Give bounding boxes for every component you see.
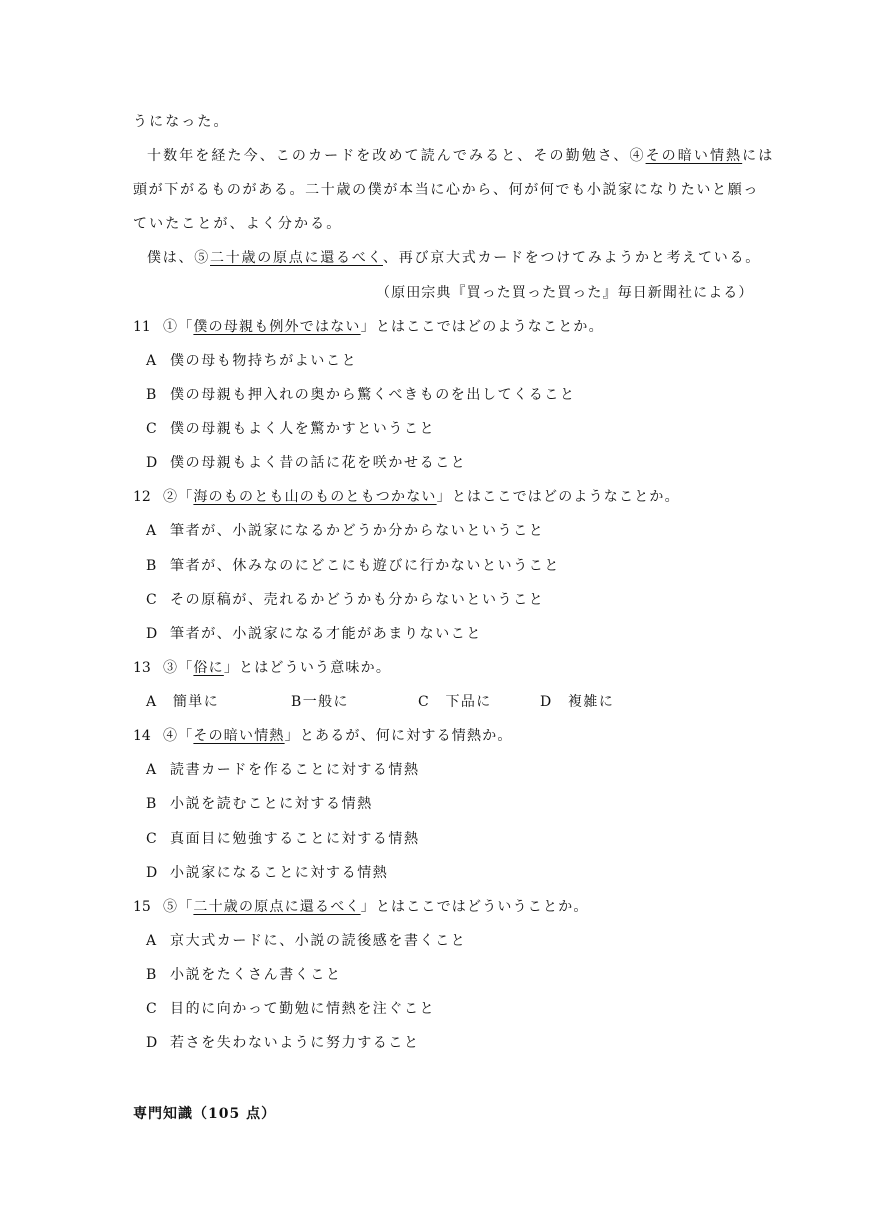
question-13	[133, 659, 391, 677]
option-letter: B	[146, 558, 157, 574]
passage-line-4: ていたことが、よく分かる。	[133, 216, 343, 232]
option-letter: B	[146, 967, 157, 983]
option-12-b	[146, 557, 560, 575]
option-14-d	[146, 864, 388, 882]
option-11-a	[146, 352, 357, 370]
question-text: とはここではどういうことか。	[375, 899, 589, 915]
option-letter: D	[146, 455, 158, 471]
option-letter: A	[146, 523, 157, 539]
bracket-close: 」	[360, 899, 376, 915]
passage-line-5	[147, 249, 761, 267]
section-heading: 専門知識（105 点）	[133, 1106, 277, 1122]
question-quote: 二十歳の原点に還るべく	[193, 899, 361, 915]
option-15-b	[146, 966, 342, 984]
option-text: 僕の母親も押入れの奥から驚くべきものを出してくること	[170, 387, 576, 403]
bracket-close: 」	[284, 728, 300, 744]
question-14	[133, 727, 513, 745]
option-12-c	[146, 591, 544, 609]
option-text: 真面目に勉強することに対する情熱	[170, 831, 420, 847]
option-text: 筆者が、小説家になるかどうか分からないということ	[170, 523, 545, 539]
option-13-d: D 複雑に	[540, 694, 615, 710]
circled-number: ②	[163, 489, 179, 505]
option-15-a	[146, 932, 466, 950]
question-quote: その暗い情熱	[193, 728, 285, 744]
option-13-c: C 下品に	[418, 694, 492, 710]
passage-line-1: うになった。	[133, 114, 230, 130]
option-letter: D	[146, 1035, 158, 1051]
bracket-open: 「	[178, 489, 194, 505]
option-letter: C	[146, 831, 157, 847]
option-text: 筆者が、休みなのにどこにも遊びに行かないということ	[170, 558, 560, 574]
option-text: 僕の母親もよく人を驚かすということ	[170, 421, 436, 437]
option-11-c	[146, 420, 435, 438]
option-letter: B	[146, 796, 157, 812]
option-letter: C	[146, 1001, 157, 1017]
source-citation: （原田宗典『買った買った買った』毎日新聞社による）	[376, 285, 754, 301]
question-number: 14	[133, 728, 151, 744]
option-letter: D	[146, 626, 158, 642]
option-11-d	[146, 454, 466, 472]
option-15-d	[146, 1034, 420, 1052]
question-number: 13	[133, 660, 151, 676]
option-letter: A	[146, 933, 157, 949]
bracket-close: 」	[223, 660, 240, 676]
circled-number-5: ⑤	[194, 250, 210, 266]
passage-line-2	[147, 147, 774, 165]
bracket-open: 「	[178, 319, 194, 335]
circled-number: ④	[163, 728, 179, 744]
option-text: 小説を読むことに対する情熱	[170, 796, 373, 812]
question-quote: 海のものとも山のものともつかない	[193, 489, 437, 505]
question-11	[133, 318, 604, 336]
option-text: その原稿が、売れるかどうかも分からないということ	[170, 592, 545, 608]
option-text: 僕の母親もよく昔の話に花を咲かせること	[170, 455, 467, 471]
circled-number: ③	[163, 660, 179, 676]
passage-text: 十数年を経た今、このカードを改めて読んでみると、その勤勉さ、	[147, 148, 630, 164]
question-text: とあるが、何に対する情熱か。	[299, 728, 513, 744]
passage-text: には	[742, 148, 775, 164]
passage-text: 僕は、	[147, 250, 195, 266]
underlined-phrase: その暗い情熱	[645, 148, 743, 164]
option-14-c	[146, 830, 420, 848]
circled-number: ①	[163, 319, 179, 335]
option-text: 筆者が、小説家になる才能があまりないこと	[170, 626, 482, 642]
circled-number: ⑤	[163, 899, 179, 915]
option-14-b	[146, 795, 373, 813]
option-letter: A	[146, 762, 157, 778]
option-15-c	[146, 1000, 435, 1018]
option-text: 小説家になることに対する情熱	[170, 865, 389, 881]
underlined-phrase: 二十歳の原点に還るべく	[210, 250, 383, 266]
option-letter: C	[146, 421, 157, 437]
question-text: とはどういう意味か。	[239, 660, 392, 676]
option-letter: C	[146, 592, 157, 608]
option-text: 小説をたくさん書くこと	[170, 967, 342, 983]
question-text: とはここではどのようなことか。	[375, 319, 604, 335]
option-13-b: B一般に	[291, 694, 349, 710]
option-text: 京大式カードに、小説の読後感を書くこと	[170, 933, 467, 949]
option-letter: D	[146, 865, 158, 881]
question-quote: 俗に	[193, 660, 224, 676]
bracket-close: 」	[360, 319, 376, 335]
circled-number-4: ④	[629, 148, 646, 164]
option-text: 目的に向かって勤勉に情熱を注ぐこと	[170, 1001, 436, 1017]
question-number: 12	[133, 489, 151, 505]
question-15	[133, 898, 589, 916]
bracket-open: 「	[178, 660, 194, 676]
option-text: 僕の母も物持ちがよいこと	[170, 353, 358, 369]
option-text: 読書カードを作ることに対する情熱	[170, 762, 420, 778]
bracket-close: 」	[436, 489, 452, 505]
option-text: 若さを失わないように努力すること	[170, 1035, 420, 1051]
question-quote: 僕の母親も例外ではない	[193, 319, 361, 335]
option-12-a	[146, 522, 544, 540]
option-letter: A	[146, 353, 157, 369]
bracket-open: 「	[178, 899, 194, 915]
bracket-open: 「	[178, 728, 194, 744]
option-11-b	[146, 386, 576, 404]
question-text: とはここではどのようなことか。	[451, 489, 680, 505]
passage-line-3: 頭が下がるものがある。二十歳の僕が本当に心から、何が何でも小説家になりたいと願っ	[133, 182, 759, 198]
question-12	[133, 488, 680, 506]
option-letter: B	[146, 387, 157, 403]
passage-text: 、再び京大式カードをつけてみようかと考えている。	[382, 250, 761, 266]
question-number: 11	[133, 319, 151, 335]
option-13-a: A 簡単に	[146, 694, 220, 710]
option-14-a	[146, 761, 420, 779]
question-number: 15	[133, 899, 151, 915]
option-12-d	[146, 625, 482, 643]
